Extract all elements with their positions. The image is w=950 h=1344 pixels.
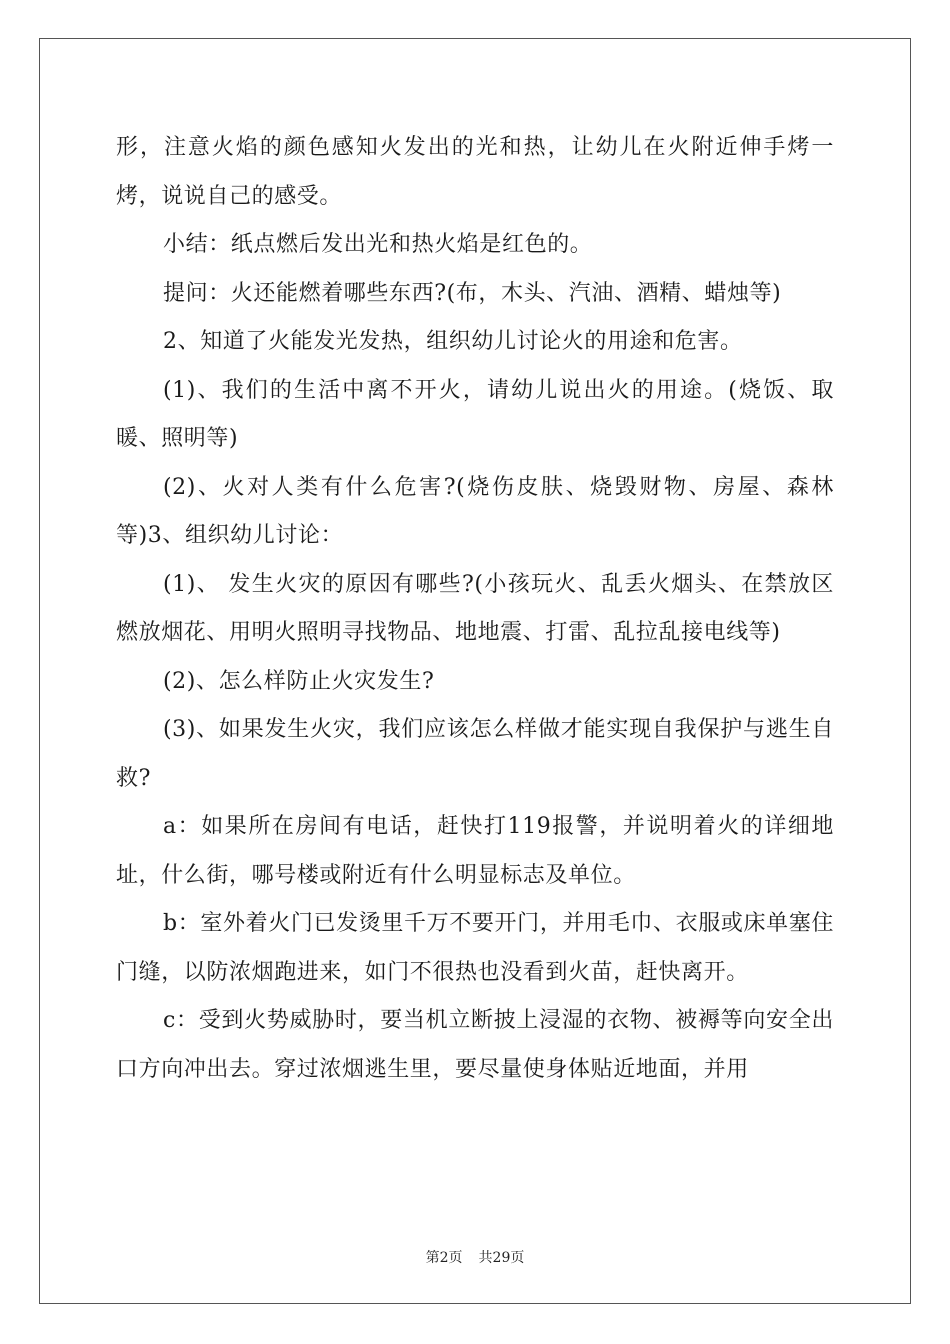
paragraph-tip-a: a：如果所在房间有电话，赶快打119报警，并说明着火的详细地址，什么街，哪号楼或附近有什么明显标志及单位。 xyxy=(116,814,834,888)
paragraph-item-1: (1)、我们的生活中离不开火，请幼儿说出火的用途。(烧饭、取暖、照明等) xyxy=(116,377,834,451)
paragraph-tip-c: c：受到火势威胁时，要当机立断披上浸湿的衣物、被褥等向安全出口方向冲出去。穿过浓烟逃生里，要尽量使身体贴近地面，并用 xyxy=(116,1008,834,1082)
paragraph-fire-prevention: (2)、怎么样防止火灾发生? xyxy=(163,668,435,694)
paragraph-tip-b: b：室外着火门已发烫里千万不要开门，并用毛巾、衣服或床单塞住门缝，以防浓烟跑进来，如门不很热也没看到火苗，赶快离开。 xyxy=(116,911,834,985)
document-body xyxy=(116,124,834,1094)
page-number: 第2页 xyxy=(425,1250,463,1266)
page-footer xyxy=(0,1247,950,1267)
paragraph-item-2: (2)、火对人类有什么危害?(烧伤皮肤、烧毁财物、房屋、森林等)3、组织幼儿讨论： xyxy=(116,474,834,548)
paragraph-section-2: 2、知道了火能发光发热，组织幼儿讨论火的用途和危害。 xyxy=(163,329,743,354)
paragraph-self-rescue: (3)、如果发生火灾，我们应该怎么样做才能实现自我保护与逃生自救? xyxy=(116,717,834,791)
paragraph-fire-causes: (1)、 发生火灾的原因有哪些?(小孩玩火、乱丢火烟头、在禁放区燃放烟花、用明火照明寻找物品、地地震、打雷、乱拉乱接电线等) xyxy=(116,571,834,645)
paragraph-summary: 小结：纸点燃后发出光和热火焰是红色的。 xyxy=(163,232,593,257)
page-total: 共29页 xyxy=(478,1250,525,1266)
paragraph: 形，注意火焰的颜色感知火发出的光和热，让幼儿在火附近伸手烤一烤，说说自己的感受。 xyxy=(116,135,834,209)
paragraph-question: 提问：火还能燃着哪些东西?(布，木头、汽油、酒精、蜡烛等) xyxy=(163,280,782,306)
